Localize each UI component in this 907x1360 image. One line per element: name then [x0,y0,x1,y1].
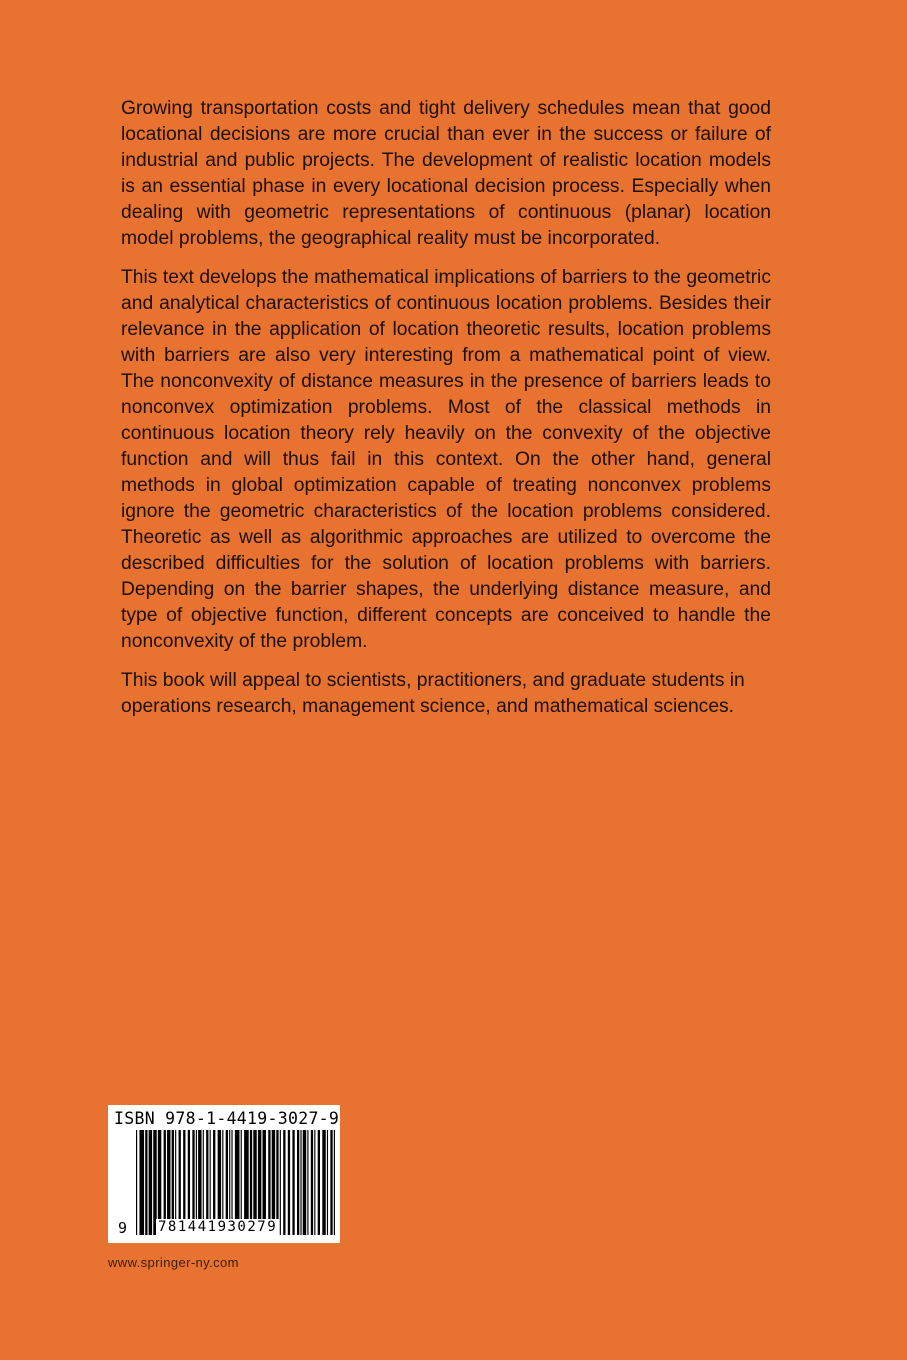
barcode-bar [280,1130,281,1235]
barcode-bar [136,1130,137,1235]
barcode-bar [322,1130,325,1235]
blurb-paragraph-1: Growing transportation costs and tight delivery schedules mean that good locational decisions are more crucial than ever in the success or failure of industrial and public projects. The development of realistic location models is an essential phase in every locational decision process. Especially when dealing with geometric representations of continuous (planar) location model problems, the geographical reality must be incorporated. [121,98,771,249]
barcode-bar [288,1130,290,1235]
isbn-label: ISBN 978-1-4419-3027-9 [114,1109,340,1128]
barcode-bar [292,1130,294,1235]
barcode-bar [311,1130,313,1235]
barcode-bar [330,1130,332,1235]
back-cover-blurb [121,96,771,733]
blurb-paragraph-3: This book will appeal to scientists, practitioners, and graduate students in operations research, management science, and mathematical sciences. [121,670,745,717]
barcode-bar [318,1130,320,1235]
barcode-bar [334,1130,335,1235]
barcode-bar [303,1130,306,1235]
barcode-bar [145,1130,147,1235]
ean-digits: 781441930279 [158,1219,278,1235]
isbn-barcode [108,1105,340,1243]
blurb-paragraph-2: This text develops the mathematical implications of barriers to the geometric and analytical characteristics of continuous location problems. Besides their relevance in the application of location theoretic results, location problems with barriers are also very interesting from a mathematical point of view. The nonconvexity of distance measures in the presence of barriers leads to nonconvex optimization problems. Most of the classical methods in continuous location theory rely heavily on the convexity of the objective function and will thus fail in this context. On the other hand, general methods in global optimization capable of treating nonconvex problems ignore the geometric characteristics of the location problems considered. Theoretic as well as algorithmic approaches are utilized to overcome the described difficulties for the solution of location problems with barriers. Depending on the barrier shapes, the underlying distance measure, and type of objective function, different concepts are conceived to handle the nonconvexity of the problem. [121,267,771,652]
barcode-bar [300,1130,301,1235]
barcode-bar [149,1130,152,1235]
ean-first-digit: 9 [118,1219,128,1237]
barcode-bar [314,1130,315,1235]
barcode-bar [307,1130,308,1235]
barcode-bar [297,1130,299,1235]
barcode-bar [283,1130,285,1235]
barcode-bar [327,1130,328,1235]
barcode-bar [139,1130,144,1235]
publisher-url: www.springer-ny.com [108,1255,239,1270]
